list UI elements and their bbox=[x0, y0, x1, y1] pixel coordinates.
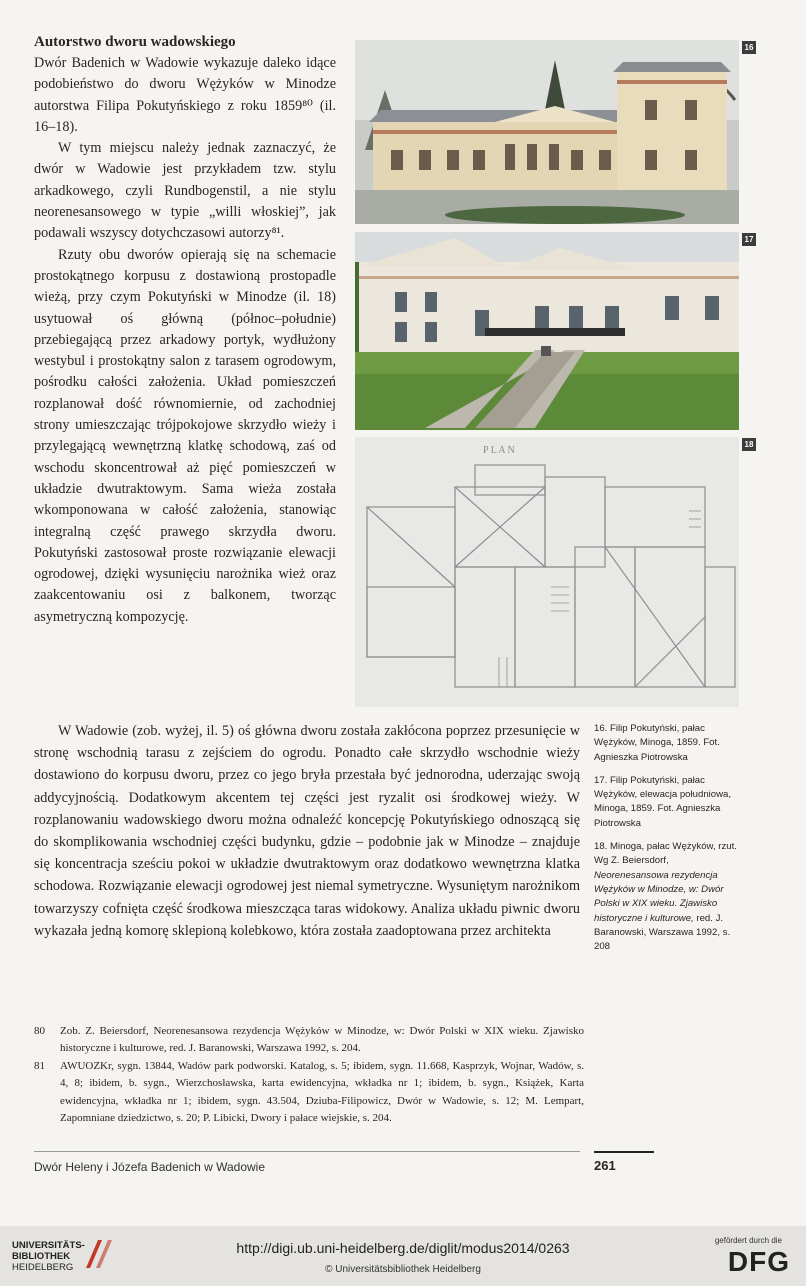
text-column bbox=[34, 53, 336, 628]
page-number: 261 bbox=[594, 1158, 616, 1173]
figure-17-photo bbox=[355, 232, 739, 430]
body-text-wide bbox=[34, 720, 580, 942]
paragraph: Dwór Badenich w Wadowie wykazuje daleko idące podobieństwo do dworu Wężyków w Minodze autorstwa Filipa Pokutyńskiego z roku 1859⁸⁰ (il. 16–18). bbox=[34, 55, 336, 135]
paragraph: Rzuty obu dworów opierają się na schemacie prostokątnego korpusu z dostawioną prostopadle wieżą, przy czym Pokutyński w Minodze (il. 18) usytuował oś główną (północ–południe) przebiegającą przez arkadowy portyk, wydłużony westybul i prostokątny salon z tarasem ogrodowym, pośrodku całości założenia. Układ pomieszczeń rozplanował dość równomiernie, od zachodniej strony umieszczając trójpokojowe skrzydło wieży i przylegającą wewnętrzną klatkę schodową, zaś od wschodu skoncentrował aż pięć pomieszczeń w układzie dwutraktowym. Sama wieża została wkomponowana w całość założenia, stanowiąc integralną część prawego skrzydła dworu. Pokutyński zastosował proste rozwiązanie elewacji ogrodowej, dzięki wysunięciu narożnika wież oraz zaakcentowaniu osi z balkonem, tworząc asymetryczną kompozycję. bbox=[34, 246, 336, 625]
section-heading: Autorstwo dworu wadowskiego bbox=[34, 34, 236, 50]
paragraph: W tym miejscu należy jednak zaznaczyć, że dwór w Wadowie jest przykładem tzw. stylu arkadkowego, czyli Rundbogenstil, a nie stylu neorenesansowego w typie „willi włoskiej”, jak podawali wszyscy dotychczasowi autorzy⁸¹. bbox=[34, 140, 336, 242]
caption-16: 16. Filip Pokutyński, pałac Wężyków, Minoga, 1859. Fot. Agnieszka Piotrowska bbox=[594, 723, 720, 763]
figure-16-badge: 16 bbox=[742, 41, 756, 54]
figure-16-photo bbox=[355, 40, 739, 224]
figure-17-badge: 17 bbox=[742, 233, 756, 246]
institution-name: UNIVERSITÄTS- BIBLIOTHEK HEIDELBERG bbox=[12, 1240, 85, 1273]
source-url[interactable]: http://digi.ub.uni-heidelberg.de/diglit/modus2014/0263 bbox=[236, 1240, 570, 1256]
copyright: © Universitätsbibliothek Heidelberg bbox=[325, 1264, 481, 1275]
page-number-rule bbox=[594, 1151, 654, 1153]
footnotes bbox=[34, 1023, 584, 1127]
digitization-footer bbox=[0, 1226, 806, 1286]
caption-17: 17. Filip Pokutyński, pałac Wężyków, elewacja południowa, Minoga, 1859. Fot. Agnieszka Piotrowska bbox=[594, 774, 732, 829]
running-head: Dwór Heleny i Józefa Badenich w Wadowie bbox=[34, 1160, 265, 1174]
plan-label: P L A N bbox=[483, 445, 515, 456]
funder-note: gefördert durch die bbox=[714, 1236, 782, 1245]
paragraph: W Wadowie (zob. wyżej, il. 5) oś główna dworu została zakłócona poprzez przesunięcie w stronę wschodnią tarasu z zejściem do ogrodu. Ponadto całe skrzydło wschodnie wieży dostawiono do korpusu dworu, przez co jego bryła przestała być jednorodna, uderzając swoją addycyjnością. Dodatkowym akcentem tej części jest ryzalit osi środkowej wieży. W rozplanowaniu wadowskiego dworu można odnaleźć koncepcję Pokutyńskiego odnoszącą się do skomplikowania wschodniej części budynku, gdzie – podobnie jak w Minodze – znajduje się koncentracja sześciu pokoi w układzie dwutraktowym oraz dodatkowo wewnętrzna klatka schodowa. Rozwiązanie elewacji ogrodowej jest niemal symetryczne. Wysuniętym narożnikom towarzyszy cofnięta część środkowa mieszcząca taras widokowy. Analiza układu piwnic dworu wykazała jedną komorę sklepioną kolebkowo, która została zaadoptowana przez architekta bbox=[34, 723, 580, 939]
figure-captions bbox=[594, 722, 744, 963]
footnote-80: 80 Zob. Z. Beiersdorf, Neorenesansowa rezydencja Wężyków w Minodze, w: Dwór Polski w XIX wieku. Zjawisko historyczne i kulturowe, red. J. Baranowski, Warszawa 1992, s. 204. bbox=[34, 1025, 584, 1055]
footnote-81: 81 AWUOZKr, sygn. 13844, Wadów park podworski. Katalog, s. 5; ibidem, sygn. 11.668, Kasprzyk, Wojnar, Wadów, s. 4, 8; ibidem, b. sygn., Wierzchosławska, karta ewidencyjna, wkładka nr 1; ibidem, b. sygn., Książek, Karta ewidencyjna, wkładka nr 1; ibidem, sygn. 43.504, Dziuba-Filipowicz, Dwór w Wadowie, s. 12; M. Lempart, Zapomniane dziedzictwo, s. 20; P. Libicki, Dwory i pałace wiejskie, s. 204. bbox=[34, 1059, 584, 1125]
figure-18-plan bbox=[355, 437, 739, 707]
figure-18-badge: 18 bbox=[742, 438, 756, 451]
caption-18: 18. Minoga, pałac Wężyków, rzut. Wg Z. Beiersdorf, Neorenesansowa rezydencja Wężyków w Minodze, w: Dwór Polski w XIX wieku. Zjawisko historyczne i kulturowe, red. J. Baranowski, Warszawa 1992, s. 208 bbox=[594, 841, 737, 953]
footer-rule bbox=[34, 1151, 580, 1152]
dfg-logo: DFG bbox=[727, 1246, 790, 1277]
